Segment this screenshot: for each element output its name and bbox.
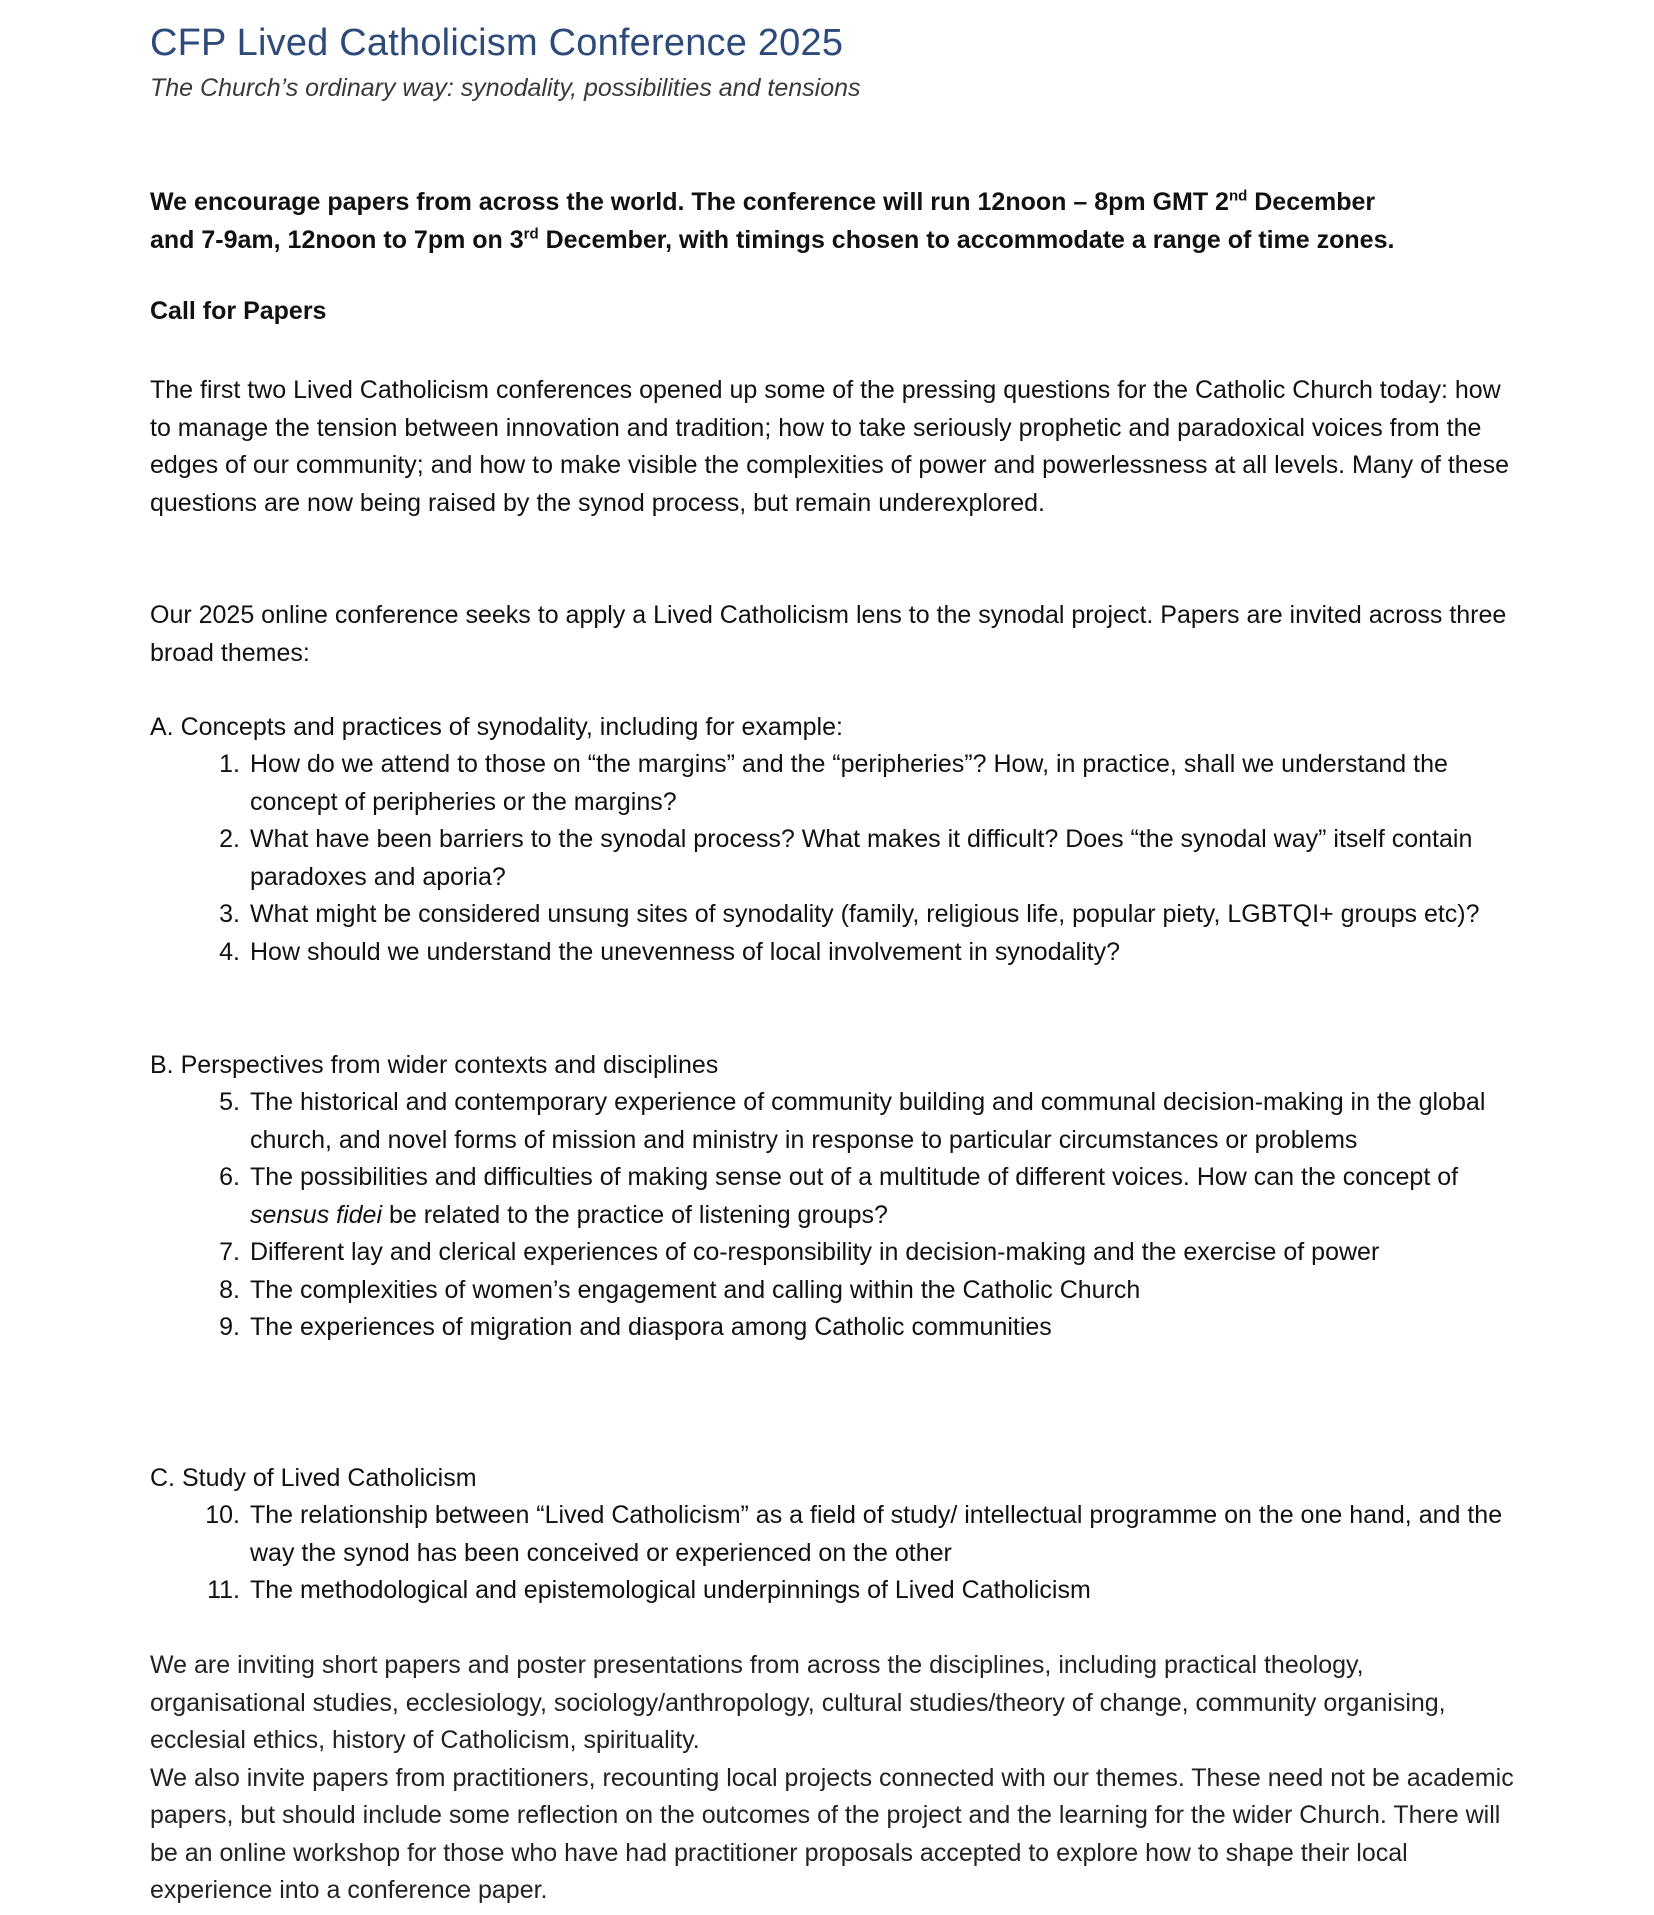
list-item-number: 9. [219, 1313, 240, 1341]
theme-b-list [150, 1084, 1510, 1347]
list-item-text: Different lay and clerical experiences of co-responsibility in decision-making and the exercise of power [250, 1238, 1380, 1266]
document-subtitle: The Church’s ordinary way: synodality, possibilities and tensions [150, 74, 861, 102]
list-item [150, 1084, 1510, 1159]
list-item-number: 5. [219, 1088, 240, 1116]
list-item-text: The historical and contemporary experience of community building and communal decision-making in the global church, and novel forms of mission and ministry in response to particular circumstances or problems [250, 1088, 1486, 1154]
theme-b-title: B. Perspectives from wider contexts and disciplines [150, 1051, 719, 1079]
intro-line2-end: December, with timings chosen to accommodate a range of time zones. [538, 225, 1395, 254]
theme-a-list [150, 746, 1510, 971]
list-item-text-end: be related to the practice of listening groups? [382, 1200, 888, 1229]
list-item [150, 1497, 1510, 1572]
intro-line2-sup: rd [523, 225, 539, 243]
document-title: CFP Lived Catholicism Conference 2025 [150, 22, 844, 64]
list-item-number: 10. [205, 1501, 240, 1529]
list-item-text: How do we attend to those on “the margins” and the “peripheries”? How, in practice, shall we understand the concept of peripheries or the margins? [250, 750, 1448, 816]
list-item-number: 11. [207, 1576, 240, 1604]
list-item [150, 1272, 1510, 1310]
list-item [150, 1159, 1510, 1234]
intro-line1-text: We encourage papers from across the world. The conference will run 12noon – 8pm GMT 2 [150, 188, 1229, 216]
list-item-text: What have been barriers to the synodal process? What makes it difficult? Does “the synodal way” itself contain paradoxes and aporia? [250, 825, 1473, 891]
list-item-number: 3. [219, 900, 240, 928]
closing-section [150, 1647, 1520, 1910]
list-item [150, 746, 1510, 821]
list-item [150, 1234, 1510, 1272]
intro-line1-sup: nd [1228, 187, 1248, 205]
list-item-emphasis: sensus fidei [250, 1200, 383, 1229]
list-item-text: The methodological and epistemological underpinnings of Lived Catholicism [250, 1576, 1091, 1604]
paragraph-themes-intro: Our 2025 online conference seeks to apply a Lived Catholicism lens to the synodal project. Papers are invited across three broad themes: [150, 601, 1507, 667]
list-item-text: The relationship between “Lived Catholicism” as a field of study/ intellectual programme on the one hand, and the way the synod has been conceived or experienced on the other [250, 1501, 1503, 1567]
paragraph-background: The first two Lived Catholicism conferences opened up some of the pressing questions for the Catholic Church today: how to manage the tension between innovation and tradition; how to take seriously prophetic and paradoxical voices from the edges of our community; and how to make visible the complexities of power and powerlessness at all levels. Many of these questions are now being raised by the synod process, but remain underexplored. [150, 376, 1510, 517]
paragraph-practitioners: We also invite papers from practitioners, recounting local projects connected with our themes. These need not be academic papers, but should include some reflection on the outcomes of the project and the learning for the wider Church. There will be an online workshop for those who have had practitioner proposals accepted to explore how to shape their local experience into a conference paper. [150, 1763, 1514, 1904]
list-item-number: 1. [219, 750, 240, 778]
list-item [150, 934, 1510, 972]
list-item-text: What might be considered unsung sites of synodality (family, religious life, popular piety, LGBTQI+ groups etc)? [250, 900, 1480, 928]
list-item-text: The experiences of migration and diaspora among Catholic communities [250, 1313, 1052, 1341]
intro-line1-end: December [1247, 188, 1376, 216]
list-item-number: 8. [219, 1275, 240, 1304]
list-item-number: 4. [219, 937, 240, 966]
list-item-text: The possibilities and difficulties of making sense out of a multitude of different voices. How can the concept of [250, 1163, 1459, 1191]
list-item-text: How should we understand the unevenness of local involvement in synodality? [250, 937, 1120, 966]
theme-c-title: C. Study of Lived Catholicism [150, 1464, 477, 1492]
list-item [150, 1572, 1510, 1610]
list-item [150, 896, 1510, 934]
theme-a-title: A. Concepts and practices of synodality, including for example: [150, 713, 843, 741]
intro-statement [150, 184, 1510, 259]
list-item [150, 821, 1510, 896]
intro-line2-text: and 7-9am, 12noon to 7pm on 3 [150, 225, 524, 254]
theme-c-list [150, 1497, 1510, 1610]
cfp-heading: Call for Papers [150, 297, 327, 325]
paragraph-submission-types: We are inviting short papers and poster presentations from across the disciplines, including practical theology, organisational studies, ecclesiology, sociology/anthropology, cultural studies/theory of change, community organising, ecclesial ethics, history of Catholicism, spirituality. [150, 1651, 1446, 1754]
list-item-number: 6. [219, 1163, 240, 1191]
list-item-text: The complexities of women’s engagement and calling within the Catholic Church [250, 1275, 1141, 1304]
list-item-number: 2. [219, 825, 240, 853]
list-item-number: 7. [219, 1238, 240, 1266]
list-item [150, 1309, 1510, 1347]
